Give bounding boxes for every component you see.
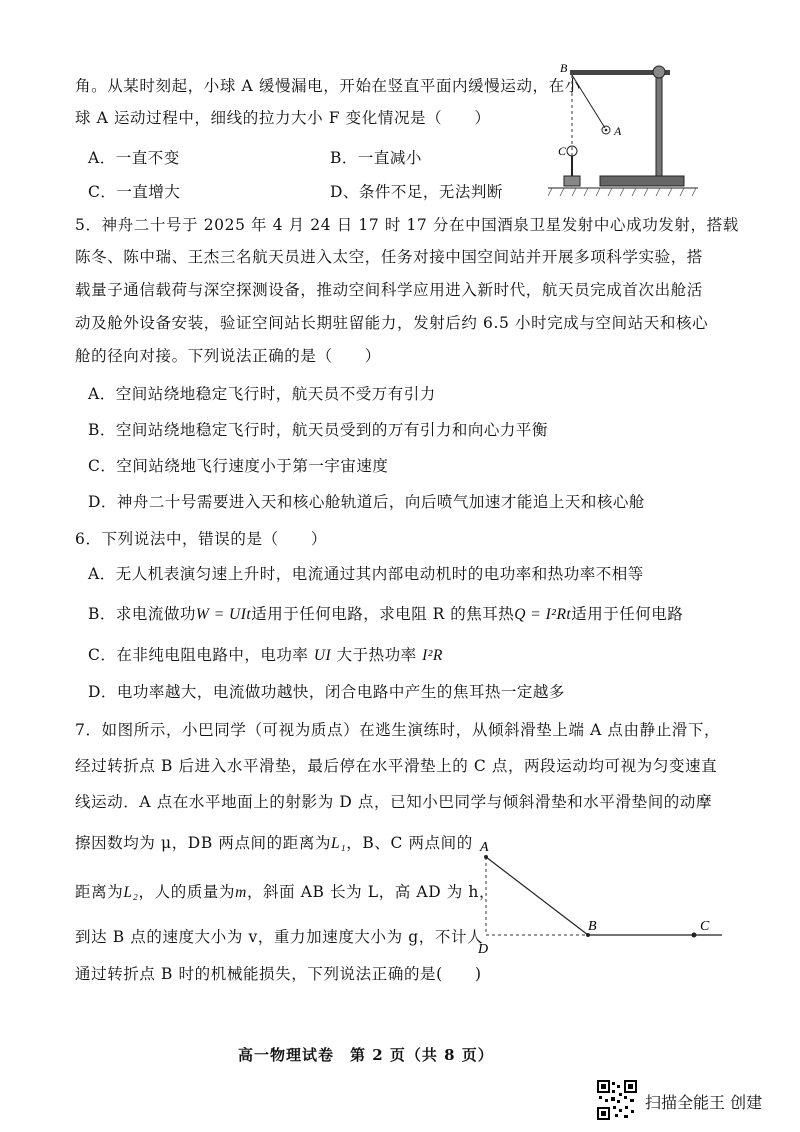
q7-stem-line5 <box>75 880 495 902</box>
q6-formula-i2r: I²R <box>422 647 443 664</box>
q6-option-c-text2: 大于热功率 <box>336 646 417 664</box>
q6-formula-joule-heat: Q = I²Rt <box>514 606 572 623</box>
q6-formula-ui: UI <box>313 647 332 664</box>
page-footer: 高一物理试卷 第 2 页（共 8 页） <box>238 1046 494 1064</box>
qr-code-icon <box>597 1080 637 1120</box>
q5-stem-line1: 5．神舟二十号于 2025 年 4 月 24 日 17 时 17 分在中国酒泉卫星发射中心成功发射，搭载 <box>75 216 739 234</box>
q7-figure-label-d: D <box>478 942 489 957</box>
q4-stem-line1: 角。从某时刻起，小球 A 缓慢漏电，开始在竖直平面内缓慢运动，在小 <box>75 77 581 95</box>
q7-stem-line1: 7．如图所示，小巴同学（可视为质点）在逃生演练时，从倾斜滑垫上端 A 点由静止滑下， <box>75 721 721 739</box>
q5-option-d: D．神舟二十号需要进入天和核心舱轨道后，向后喷气加速才能追上天和核心舱 <box>88 493 645 511</box>
q4-stem-line2: 球 A 运动过程中，细线的拉力大小 F 变化情况是（ ） <box>75 109 491 127</box>
q7-stem-line4 <box>75 831 473 853</box>
q6-option-b-text2: 适用于任何电路，求电阻 R 的焦耳热 <box>251 605 515 623</box>
q7-line5-text1: 距离为 <box>75 883 124 901</box>
q7-stem-line6: 到达 B 点的速度大小为 v，重力加速度大小为 g，不计人 <box>75 928 484 946</box>
q4-option-c: C．一直增大 <box>88 183 181 201</box>
q6-option-b-text1: B．求电流做功 <box>88 605 196 623</box>
q7-figure-label-b: B <box>588 919 597 934</box>
q6-stem: 6．下列说法中，错误的是（ ） <box>75 530 327 548</box>
q4-figure-pendulum <box>548 58 700 200</box>
q5-stem-line5: 舱的径向对接。下列说法正确的是（ ） <box>75 347 381 365</box>
q5-option-a: A．空间站绕地稳定飞行时，航天员不受万有引力 <box>88 385 436 403</box>
q4-option-d: D、条件不足，无法判断 <box>330 183 503 201</box>
q7-line5-text3: ，斜面 AB 长为 L，高 AD 为 h， <box>246 883 496 901</box>
q4-figure-label-a: A <box>614 124 622 138</box>
q5-stem-line2: 陈冬、陈中瑞、王杰三名航天员进入太空，任务对接中国空间站并开展多项科学实验，搭 <box>75 248 703 266</box>
q5-option-c: C．空间站绕地飞行速度小于第一宇宙速度 <box>88 457 389 475</box>
q7-line4-text2: ，B、C 两点间的 <box>346 834 473 852</box>
q7-var-m: m <box>235 884 247 901</box>
q4-option-b: B．一直减小 <box>330 149 422 167</box>
q6-formula-work: W = UIt <box>195 606 252 623</box>
q7-line5-text2: ，人的质量为 <box>138 883 236 901</box>
q6-option-b <box>88 602 683 624</box>
q6-option-c <box>88 643 443 665</box>
q7-stem-line7: 通过转折点 B 时的机械能损失，下列说法正确的是( ) <box>75 965 482 983</box>
q7-var-l1: L₁ <box>331 835 347 852</box>
q5-option-b: B．空间站绕地稳定飞行时，航天员受到的万有引力和向心力平衡 <box>88 421 548 439</box>
q7-figure-label-a: A <box>480 840 489 855</box>
q7-line4-text1: 擦因数均为 μ，DB 两点间的距离为 <box>75 834 332 852</box>
q7-var-l2: L₂ <box>123 884 139 901</box>
q6-option-c-text1: C．在非纯电阻电路中，电功率 <box>88 646 309 664</box>
q4-figure-label-b: B <box>560 61 568 75</box>
q7-figure-label-c: C <box>700 919 710 934</box>
q4-option-a: A．一直不变 <box>88 149 180 167</box>
q4-figure-label-c: C <box>558 144 567 158</box>
q6-option-a: A．无人机表演匀速上升时，电流通过其内部电动机时的电功率和热功率不相等 <box>88 565 644 583</box>
q6-option-b-text3: 适用于任何电路 <box>571 605 684 623</box>
q6-option-d: D．电功率越大，电流做功越快，闭合电路中产生的焦耳热一定越多 <box>88 683 565 701</box>
q7-stem-line3: 线运动．A 点在水平地面上的射影为 D 点，已知小巴同学与倾斜滑垫和水平滑垫间的动摩 <box>75 793 713 811</box>
q5-stem-line3: 载量子通信载荷与深空探测设备，推动空间科学应用进入新时代，航天员完成首次出舱活 <box>75 281 703 299</box>
scanner-watermark: 扫描全能王 创建 <box>645 1093 763 1112</box>
q7-figure-slide <box>470 835 730 960</box>
q7-stem-line2: 经过转折点 B 后进入水平滑垫，最后停在水平滑垫上的 C 点，两段运动均可视为匀变速直 <box>75 757 718 775</box>
q5-stem-line4: 动及舱外设备安装，验证空间站长期驻留能力，发射后约 6.5 小时完成与空间站天和核心 <box>75 314 709 332</box>
